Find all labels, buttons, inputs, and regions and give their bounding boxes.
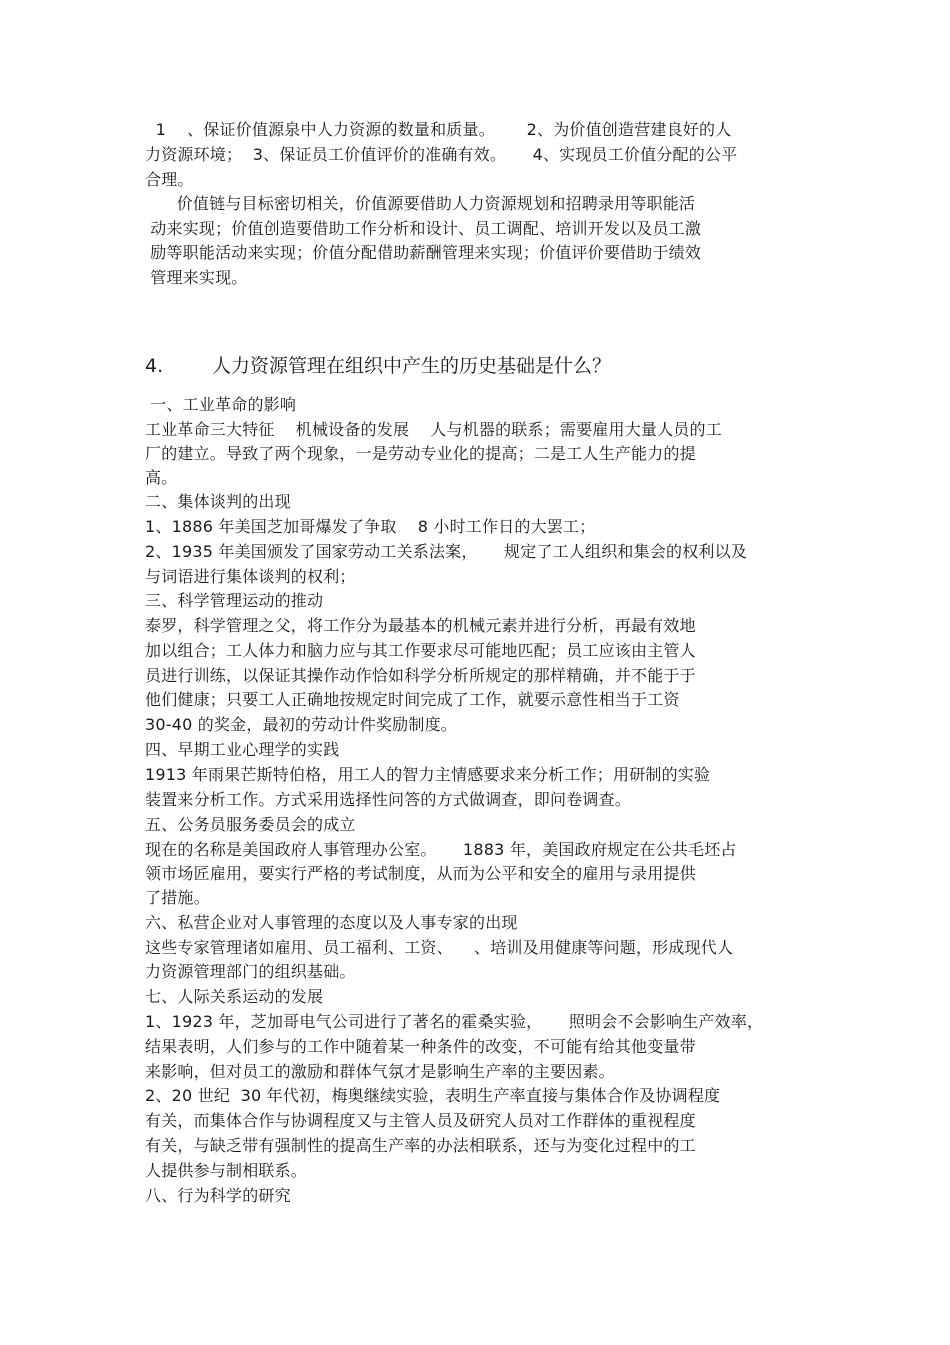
body-line-9: 三、科学管理运动的推动 bbox=[145, 591, 324, 610]
intro-line-5: 动来实现；价值创造要借助工作分析和设计、员工调配、培训开发以及员工激 bbox=[145, 219, 702, 238]
body-line-21: 了措施。 bbox=[145, 888, 210, 907]
question-number: 4. bbox=[145, 355, 164, 377]
intro-line-6: 励等职能活动来实现；价值分配借助薪酬管理来实现；价值评价要借助于绩效 bbox=[145, 243, 702, 262]
body-line-8: 与词语进行集体谈判的权利； bbox=[145, 567, 356, 586]
intro-line-1: 1 、保证价值源泉中人力资源的数量和质量。 2、为价值创造营建良好的人 bbox=[145, 120, 732, 139]
body-line-33: 八、行为科学的研究 bbox=[145, 1186, 291, 1205]
body-line-2: 工业革命三大特征 机械设备的发展 人与机器的联系；需要雇用大量人员的工 bbox=[145, 420, 722, 439]
body-line-18: 五、公务员服务委员会的成立 bbox=[145, 815, 356, 834]
body-line-22: 六、私营企业对人事管理的态度以及人事专家的出现 bbox=[145, 913, 518, 932]
question-title: 人力资源管理在组织中产生的历史基础是什么？ bbox=[212, 355, 612, 377]
body-line-10: 泰罗，科学管理之父，将工作分为最基本的机械元素并进行分析，再最有效地 bbox=[145, 616, 696, 635]
intro-line-3: 合理。 bbox=[145, 170, 194, 189]
body-line-11: 加以组合；工人体力和脑力应与其工作要求尽可能地匹配；员工应该由主管人 bbox=[145, 641, 696, 660]
intro-line-4: 价值链与目标密切相关，价值源要借助人力资源规划和招聘录用等职能活 bbox=[145, 194, 696, 213]
intro-line-7: 管理来实现。 bbox=[145, 268, 248, 287]
body-line-26: 1、1923 年，芝加哥电气公司进行了著名的霍桑实验， 照明会不会影响生产效率， bbox=[145, 1012, 764, 1031]
body-line-6: 1、1886 年美国芝加哥爆发了争取 8 小时工作日的大罢工； bbox=[145, 517, 596, 536]
body-line-7: 2、1935 年美国颁发了国家劳动工关系法案， 规定了工人组织和集会的权利以及 bbox=[145, 542, 748, 561]
body-line-5: 二、集体谈判的出现 bbox=[145, 492, 291, 511]
body-line-30: 有关，而集体合作与协调程度又与主管人员及研究人员对工作群体的重视程度 bbox=[145, 1111, 696, 1130]
body-line-1: 一、工业革命的影响 bbox=[145, 395, 297, 414]
body-line-13: 他们健康；只要工人正确地按规定时间完成了工作，就要示意性相当于工资 bbox=[145, 690, 680, 709]
intro-line-2: 力资源环境； 3、保证员工价值评价的准确有效。 4、实现员工价值分配的公平 bbox=[145, 145, 738, 164]
body-line-15: 四、早期工业心理学的实践 bbox=[145, 740, 340, 759]
body-line-27: 结果表明，人们参与的工作中随着某一种条件的改变，不可能有给其他变量带 bbox=[145, 1037, 696, 1056]
body-line-29: 2、20 世纪 30 年代初，梅奥继续实验，表明生产率直接与集体合作及协调程度 bbox=[145, 1086, 721, 1105]
body-line-32: 人提供参与制相联系。 bbox=[145, 1161, 308, 1180]
body-line-19: 现在的名称是美国政府人事管理办公室。 1883 年，美国政府规定在公共毛坯占 bbox=[145, 840, 737, 859]
body-line-3: 厂的建立。导致了两个现象，一是劳动专业化的提高；二是工人生产能力的提 bbox=[145, 444, 696, 463]
body-line-12: 员进行训练，以保证其操作动作恰如科学分析所规定的那样精确，并不能于于 bbox=[145, 666, 696, 685]
body-line-24: 力资源管理部门的组织基础。 bbox=[145, 962, 356, 981]
body-line-4: 高。 bbox=[145, 468, 178, 487]
body-line-16: 1913 年雨果芒斯特伯格，用工人的智力主情感要求来分析工作；用研制的实验 bbox=[145, 765, 711, 784]
body-line-25: 七、人际关系运动的发展 bbox=[145, 987, 324, 1006]
body-line-23: 这些专家管理诸如雇用、员工福利、工资、 、培训及用健康等问题，形成现代人 bbox=[145, 938, 734, 957]
body-line-31: 有关，与缺乏带有强制性的提高生产率的办法相联系，还与为变化过程中的工 bbox=[145, 1136, 696, 1155]
body-line-14: 30-40 的奖金，最初的劳动计件奖励制度。 bbox=[145, 715, 457, 734]
body-line-28: 来影响，但对员工的激励和群体气氛才是影响生产率的主要因素。 bbox=[145, 1062, 615, 1081]
body-line-17: 装置来分析工作。方式采用选择性问答的方式做调查，即问卷调查。 bbox=[145, 790, 632, 809]
body-line-20: 领市场匠雇用，要实行严格的考试制度，从而为公平和安全的雇用与录用提供 bbox=[145, 864, 696, 883]
